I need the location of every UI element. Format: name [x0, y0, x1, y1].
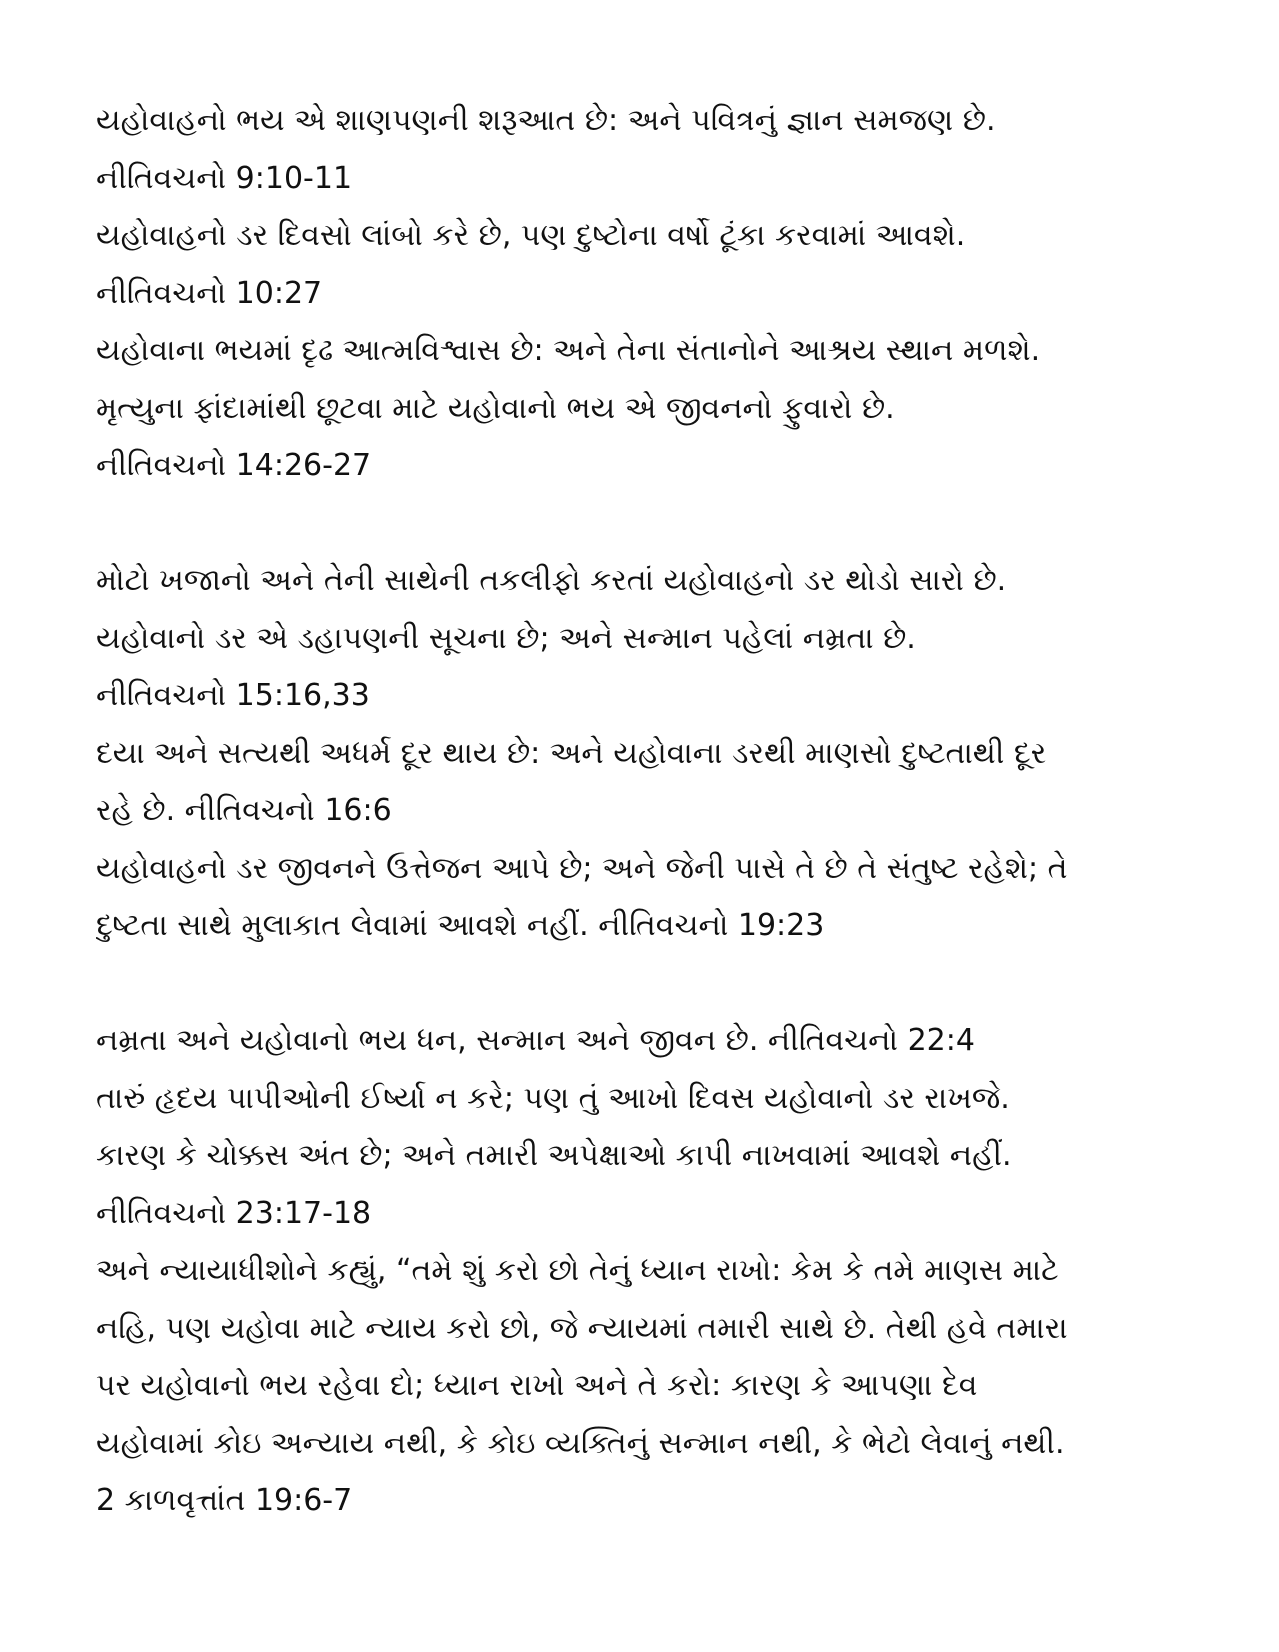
text-line: યહોવાનો ડર એ ડહાપણની સૂચના છે; અને સન્માન પહેલાં નમ્રતા છે.: [96, 620, 916, 656]
paragraph-spacer: [96, 495, 1206, 553]
text-line: તારું હૃદય પાપીઓની ઈર્ષ્યા ન કરે; પણ તું આખો દિવસ યહોવાનો ડર રાખજે.: [96, 1080, 1010, 1116]
text-line: અને ન્યાયાધીશોને કહ્યું, “તમે શું કરો છો તેનું ધ્યાન રાખો: કેમ કે તમે માણસ માટે: [96, 1253, 1059, 1288]
text-line: રહે છે. નીતિવચનો 16:6: [96, 793, 392, 828]
text-line: મૃત્યુના ફાંદામાંથી છૂટવા માટે યહોવાનો ભય એ જીવનનો ફુવારો છે.: [96, 390, 895, 426]
text-line: યહોવામાં કોઇ અન્યાય નથી, કે કોઇ વ્યક્તિનું સન્માન નથી, કે ભેટો લેવાનું નથી.: [96, 1425, 1065, 1461]
verse-reference: 2 કાળવૃત્તાંત 19:6-7: [96, 1483, 353, 1518]
verse-reference: નીતિવચનો 23:17-18: [96, 1195, 372, 1231]
paragraph-1: [96, 92, 1206, 495]
paragraph-3: [96, 1012, 1206, 1530]
text-line: મોટો ખજાનો અને તેની સાથેની તકલીફો કરતાં યહોવાહનો ડર થોડો સારો છે.: [96, 563, 1007, 598]
text-line: નમ્રતા અને યહોવાનો ભય ધન, સન્માન અને જીવન છે. નીતિવચનો 22:4: [96, 1023, 975, 1058]
text-line: પર યહોવાનો ભય રહેવા દો; ધ્યાન રાખો અને તે કરો: કારણ કે આપણા દેવ: [96, 1368, 978, 1403]
verse-reference: નીતિવચનો 15:16,33: [96, 678, 370, 713]
paragraph-spacer: [96, 955, 1206, 1013]
verse-reference: નીતિવચનો 9:10-11: [96, 160, 353, 196]
text-line: યહોવાહનો ડર દિવસો લાંબો કરે છે, પણ દુષ્ટોના વર્ષો ટૂંકા કરવામાં આવશે.: [96, 218, 966, 253]
text-line: કારણ કે ચોક્કસ અંત છે; અને તમારી અપેક્ષાઓ કાપી નાખવામાં આવશે નહીં.: [96, 1138, 1012, 1173]
document-page: [96, 92, 1206, 1530]
text-line: યહોવાહનો ડર જીવનને ઉત્તેજન આપે છે; અને જેની પાસે તે છે તે સંતુષ્ટ રહેશે; તે: [96, 850, 1068, 886]
verse-reference: નીતિવચનો 14:26-27: [96, 448, 372, 483]
paragraph-2: [96, 552, 1206, 955]
text-line: યહોવાના ભયમાં દૃઢ આત્મવિશ્વાસ છે: અને તેના સંતાનોને આશ્રય સ્થાન મળશે.: [96, 333, 1041, 368]
text-line: દુષ્ટતા સાથે મુલાકાત લેવામાં આવશે નહીં. નીતિવચનો 19:23: [96, 908, 825, 943]
text-line: નહિ, પણ યહોવા માટે ન્યાય કરો છો, જે ન્યાયમાં તમારી સાથે છે. તેથી હવે તમારા: [96, 1310, 1068, 1346]
text-line: યહોવાહનો ભય એ શાણપણની શરૂઆત છે: અને પવિત્રનું જ્ઞાન સમજણ છે.: [96, 103, 996, 138]
verse-reference: નીતિવચનો 10:27: [96, 275, 323, 311]
text-line: દયા અને સત્યથી અધર્મ દૂર થાય છે: અને યહોવાના ડરથી માણસો દુષ્ટતાથી દૂર: [96, 735, 1047, 771]
